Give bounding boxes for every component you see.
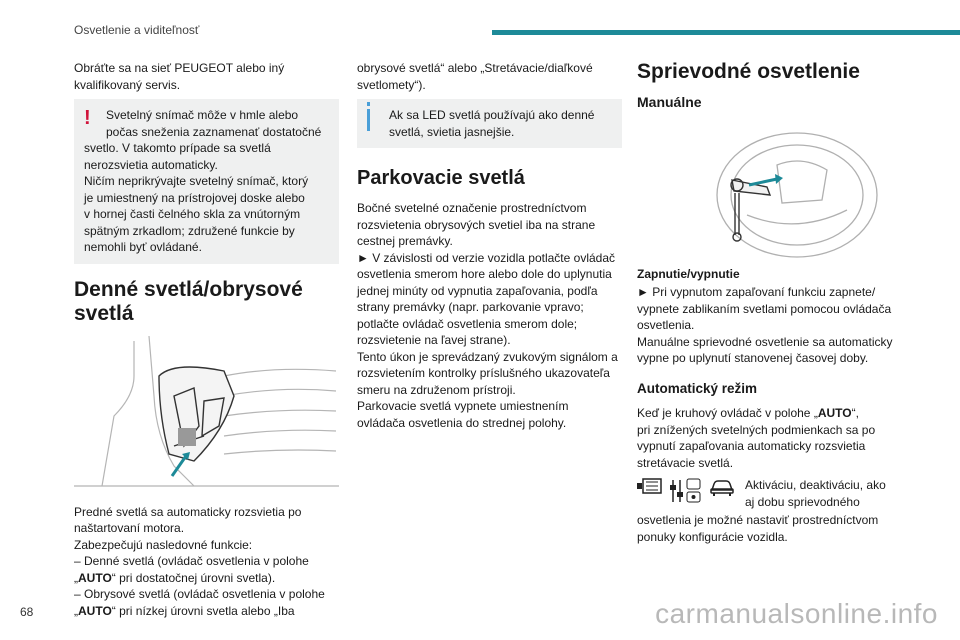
screen-settings-icon bbox=[637, 477, 663, 502]
continued-text: obrysové svetlá“ alebo „Stretávacie/diaľkové svetlomety“). bbox=[357, 61, 593, 92]
column-2 bbox=[357, 60, 622, 437]
warning-icon: ! bbox=[84, 107, 91, 129]
auto-text: Keď je kruhový ovládač v polohe „AUTO“, pri znížených svetelných podmienkach sa po vypnutí zapaľovania automaticky rozsvietia stretávacie svetlá. bbox=[637, 406, 876, 470]
onoff-title: Zapnutie/vypnutie bbox=[637, 266, 740, 281]
parking-lights-text: Bočné svetelné označenie prostredníctvom rozsvietenia obrysových svetiel iba na strane cestnej premávky. ► V závislosti od verzie vozidla potlačte ovládač osvetlenia smerom hore alebo dole do uplynutia jednej minúty od vypnutia zapaľovania, podľa strany premávky (napr. parkovanie vpravo; potlačte ovládač osvetlenia smerom dole; rozsvietenie na ľavej strane). Tento úkon je sprevádzaný zvukovým signálom a rozsvietením kontrolky príslušného ukazovateľa smeru na združenom prístroji. Parkovacie svetlá vypnete umiestnením ovládača osvetlenia do strednej polohy. bbox=[357, 201, 618, 430]
car-icon bbox=[709, 477, 735, 502]
subheading-auto: Automatický režim bbox=[637, 380, 758, 396]
headlight-illustration bbox=[74, 336, 339, 496]
column-1 bbox=[74, 60, 339, 625]
accent-bar bbox=[492, 30, 960, 35]
column-3 bbox=[637, 60, 907, 551]
icons-caption: Aktiváciu, deaktiváciu, ako aj dobu sprievodného bbox=[745, 478, 886, 509]
day-lights-text: Predné svetlá sa automaticky rozsvietia po naštartovaní motora. Zabezpečujú nasledovné funkcie: – Denné svetlá (ovládač osvetlenia v polohe „AUTO“ pri dostatočnej úrovni svetla). – Obrysové svetlá (ovládač osvetlenia v polohe „AUTO“ pri nízkej úrovni svetla alebo „Iba bbox=[74, 504, 325, 618]
heading-guide-lighting: Sprievodné osvetlenie bbox=[637, 60, 860, 83]
sliders-icon bbox=[669, 477, 703, 510]
heading-parking-lights: Parkovacie svetlá bbox=[357, 167, 525, 189]
warning-note: ! Svetelný snímač môže v hmle alebo počas sneženia zaznamenať dostatočné svetlo. V takomto prípade sa svetlá nerozsvietia automaticky. Ničím neprikrývajte svetelný snímač, ktorý je umiestnený na prístrojovej doske alebo v hornej časti čelného skla za vnútorným spätným zrkadlom; združené funkcie by nemohli byť ovládané. bbox=[74, 99, 339, 264]
section-title: Osvetlenie a viditeľnosť bbox=[74, 23, 200, 37]
info-icon bbox=[367, 109, 370, 131]
watermark: carmanualsonline.info bbox=[655, 598, 938, 629]
page-number: 68 bbox=[20, 605, 34, 619]
onoff-text: ► Pri vypnutom zapaľovaní funkciu zapnete/ vypnete zablikaním svetlami pomocou ovládača osvetlenia. Manuálne sprievodné osvetlenie sa automaticky vypne po uplynutí stanovenej časovej doby. bbox=[637, 285, 893, 365]
steering-wheel-illustration bbox=[637, 125, 907, 260]
day-light-highlight bbox=[178, 428, 196, 446]
subheading-manual: Manuálne bbox=[637, 94, 702, 110]
heading-day-lights: Denné svetlá/obrysové svetlá bbox=[74, 277, 303, 325]
config-text: osvetlenia je možné nastaviť prostredníctvom ponuky konfigurácie vozidla. bbox=[637, 513, 879, 544]
intro-text: Obráťte sa na sieť PEUGEOT alebo iný kvalifikovaný servis. bbox=[74, 61, 285, 92]
config-icons-row bbox=[637, 477, 907, 510]
info-note: Ak sa LED svetlá používajú ako denné svetlá, svietia jasnejšie. bbox=[357, 99, 622, 148]
